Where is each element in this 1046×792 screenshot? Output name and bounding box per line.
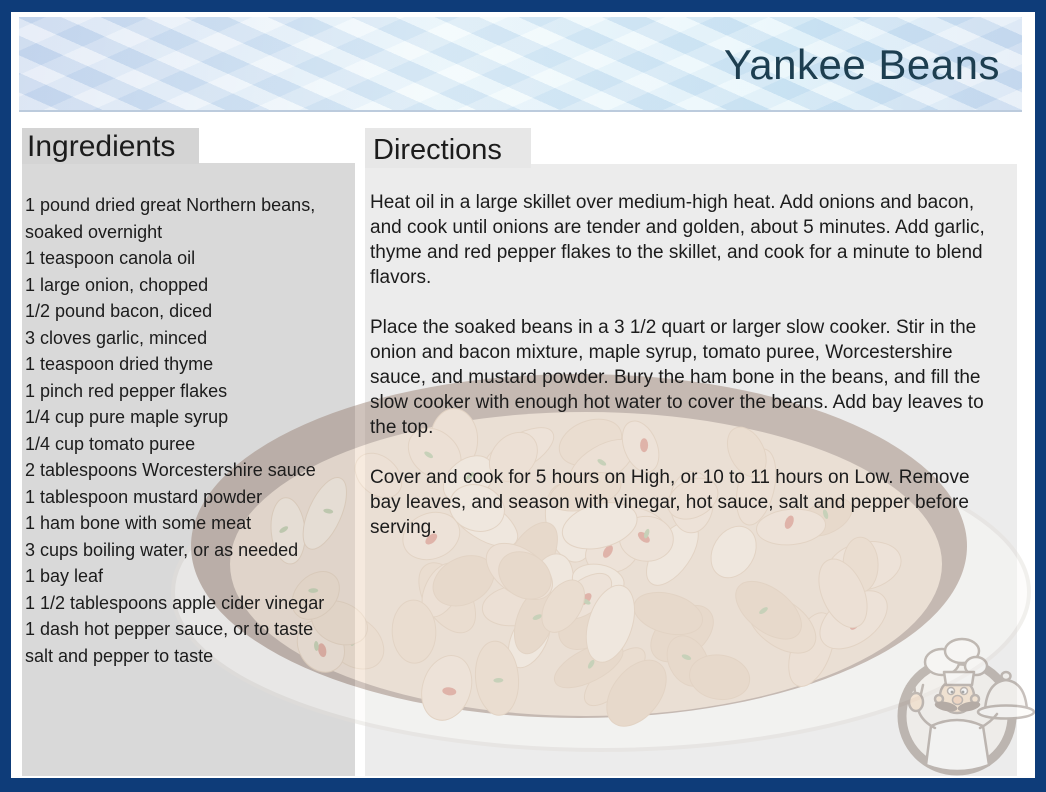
- ingredient-item: 1 teaspoon canola oil: [25, 248, 196, 268]
- ingredient-item: 1 tablespoon mustard powder: [25, 486, 263, 507]
- directions-paragraph: Heat oil in a large skillet over medium-high heat. Add onions and bacon, and cook until onions are tender and golden, about 5 minutes. Add garlic, thyme and red pepper flakes to the skillet, and cook for a minute to blend flavors.: [370, 192, 985, 288]
- directions-paragraph: Place the soaked beans in a 3 1/2 quart or larger slow cooker. Stir in the onion and bacon mixture, maple syrup, tomato puree, Worcestershire sauce, and mustard powder. Bury the ham bone in the beans, and fill the slow cooker with enough hot water to cover the beans. Add bay leaves to the top.: [370, 317, 984, 438]
- directions-paragraph: Cover and cook for 5 hours on High, or 10 to 11 hours on Low. Remove bay leaves, and season with vinegar, hot sauce, salt and pepper before serving.: [370, 467, 970, 538]
- ingredient-item: 1 1/2 tablespoons apple cider vinegar: [25, 592, 325, 613]
- directions-text: [370, 190, 992, 565]
- ingredient-item: 3 cloves garlic, minced: [25, 327, 208, 348]
- ingredient-item: 1 ham bone with some meat: [25, 513, 252, 533]
- chef-eye-right: [961, 688, 968, 695]
- ingredient-item: 1 large onion, chopped: [25, 274, 209, 295]
- ingredient-item: 2 tablespoons Worcestershire sauce: [25, 460, 316, 480]
- ingredient-item: 1 bay leaf: [25, 566, 104, 586]
- chef-eye-left: [948, 688, 955, 695]
- ingredient-item: 1 dash hot pepper sauce, or to taste: [25, 619, 314, 639]
- directions-heading: Directions: [365, 128, 531, 168]
- chef-nose: [953, 696, 963, 705]
- ingredient-item: 1/2 pound bacon, diced: [25, 301, 213, 321]
- page-title: Yankee Beans: [723, 41, 1000, 88]
- header-banner: [19, 17, 1022, 112]
- ingredient-item: 1/4 cup tomato puree: [25, 433, 196, 454]
- ingredient-item: 1 teaspoon dried thyme: [25, 354, 214, 374]
- ingredients-heading: Ingredients: [22, 128, 199, 164]
- ingredients-list: [25, 192, 343, 669]
- cloche-knob: [1002, 672, 1011, 680]
- ingredient-item: 1 pound dried great Northern beans, soaked overnight: [25, 195, 316, 242]
- chef-hand: [909, 693, 923, 711]
- ingredient-item: salt and pepper to taste: [25, 645, 214, 666]
- ingredient-item: 1 pinch red pepper flakes: [25, 380, 228, 401]
- serving-plate: [978, 706, 1034, 719]
- ingredient-item: 1/4 cup pure maple syrup: [25, 407, 229, 427]
- ingredient-item: 3 cups boiling water, or as needed: [25, 539, 299, 560]
- chef-with-serving-tray-logo: [885, 622, 1037, 780]
